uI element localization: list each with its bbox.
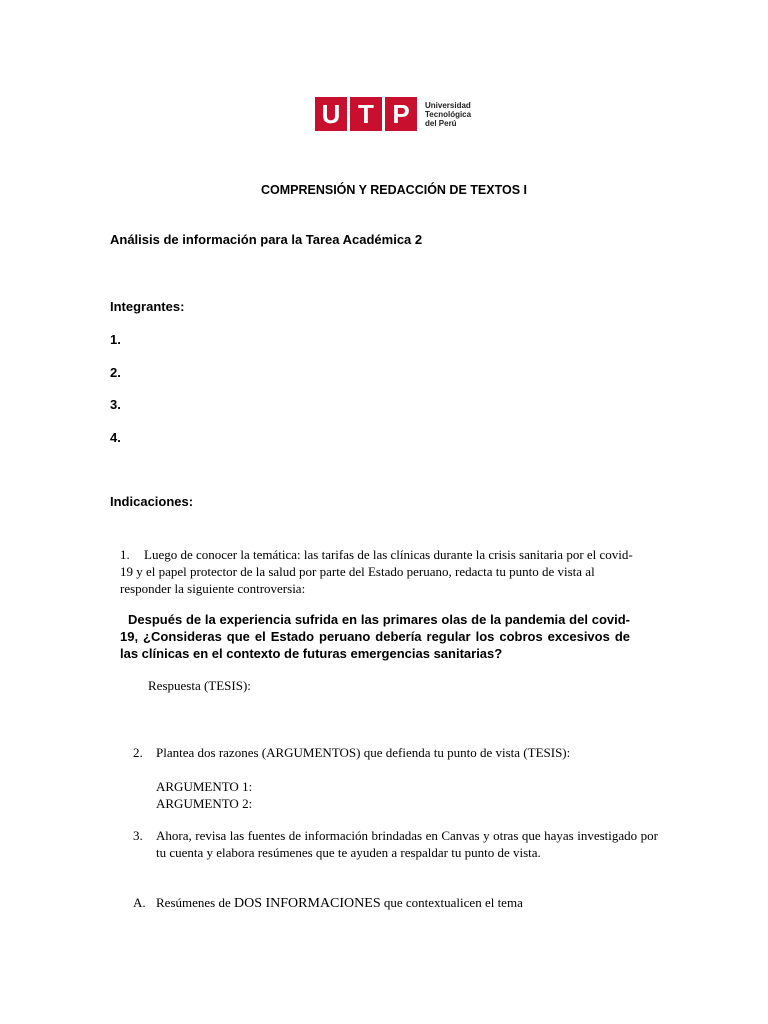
item2-number: 2. bbox=[133, 745, 143, 760]
itemA-suffix: que contextualicen el tema bbox=[383, 895, 523, 910]
logo-line-2: Tecnológica bbox=[425, 109, 472, 119]
logo-letter-u: U bbox=[315, 97, 347, 131]
item1-text: Luego de conocer la temática: las tarifas de las clínicas durante la crisis sanitaria por el covid-19 y el papel protector de la salud por parte del Estado peruano, redacta tu punto de vista al responder la siguiente controversia: bbox=[120, 547, 633, 596]
instructions-heading: Indicaciones: bbox=[110, 494, 194, 509]
logo-letter-p: P bbox=[385, 97, 417, 131]
member-item-1: 1. bbox=[110, 332, 121, 347]
itemA-prefix: Resúmenes de bbox=[156, 895, 231, 910]
item3-number: 3. bbox=[133, 828, 143, 843]
controversy-question: Después de la experiencia sufrida en las primares olas de la pandemia del covid-19, ¿Consideras que el Estado peruano debería regular los cobros excesivos de las clínicas en el contexto de futuras emergencias sanitarias? bbox=[120, 612, 630, 661]
member-item-4: 4. bbox=[110, 430, 121, 445]
logo-university-name bbox=[425, 101, 487, 128]
document-title: COMPRENSIÓN Y REDACCIÓN DE TEXTOS I bbox=[260, 183, 527, 197]
answer-label: Respuesta (TESIS): bbox=[148, 678, 251, 693]
document-subtitle: Análisis de información para la Tarea Académica 2 bbox=[110, 232, 423, 247]
logo-line-3: del Perú bbox=[425, 118, 457, 128]
logo-line-1: Universidad bbox=[425, 100, 471, 110]
itemA-letter: A. bbox=[133, 895, 146, 910]
itemA-caps: DOS INFORMACIONES bbox=[233, 896, 381, 911]
item1-number: 1. bbox=[120, 547, 130, 562]
itemA-text bbox=[156, 894, 523, 912]
argument-2-label: ARGUMENTO 2: bbox=[156, 796, 253, 811]
utp-logo bbox=[315, 97, 487, 131]
item3-text: Ahora, revisa las fuentes de información brindadas en Canvas y otras que hayas investigado por tu cuenta y elabora resúmenes que te ayuden a respaldar tu punto de vista. bbox=[156, 828, 658, 860]
member-item-2: 2. bbox=[110, 365, 121, 380]
members-heading: Integrantes: bbox=[110, 299, 185, 314]
logo-letter-t: T bbox=[350, 97, 382, 131]
member-item-3: 3. bbox=[110, 397, 121, 412]
item2-text: Plantea dos razones (ARGUMENTOS) que defienda tu punto de vista (TESIS): bbox=[156, 745, 571, 760]
argument-1-label: ARGUMENTO 1: bbox=[156, 779, 253, 794]
